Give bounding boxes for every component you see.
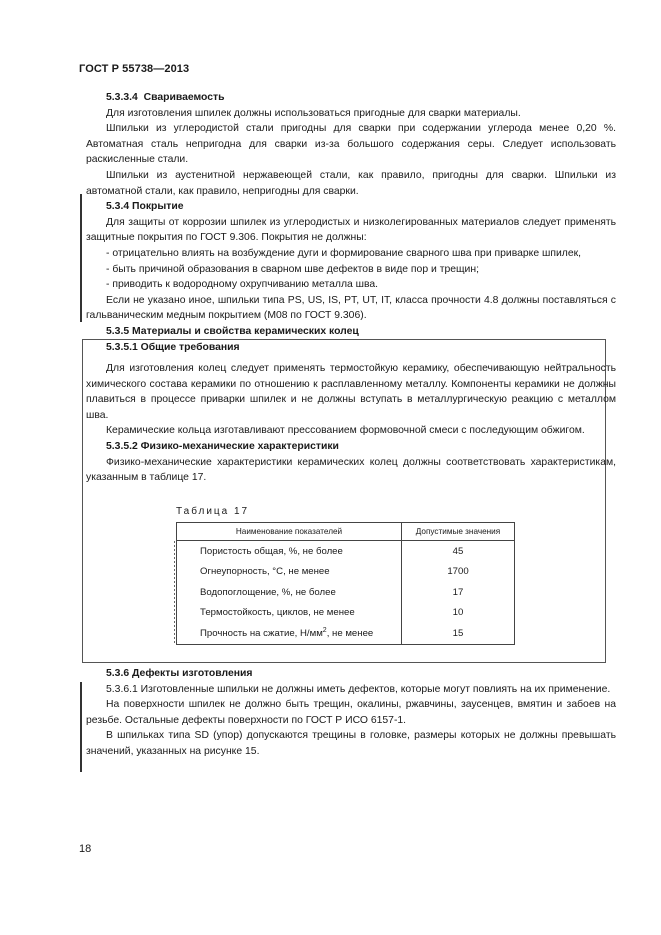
- text-block-top: [86, 90, 616, 355]
- section-heading-5334: 5.3.3.4 Свариваемость: [106, 92, 225, 103]
- section-heading-5352: 5.3.5.2 Физико-механические характеристики: [106, 440, 339, 452]
- paragraph: В шпильках типа SD (упор) допускаются трещины в головке, размеры которых не должны превышать значений, указанных на рисунке 15.: [86, 730, 616, 757]
- table-cell-value: 1700: [402, 562, 515, 583]
- paragraph: Для изготовления колец следует применять термостойкую керамику, обеспечивающую нейтральность химического состава керамики по отношению к расплавленному металлу. Компоненты керамики не должны плавиться в процессе приварки шпилек и не должны вступать в металлургическую реакцию с металлом шва.: [86, 363, 616, 421]
- paragraph: Шпильки из углеродистой стали пригодны для сварки при содержании углерода менее 0,20 %. Автоматная сталь непригодна для сварки из-за большого содержания серы. Следует использовать раскисленные стали.: [86, 123, 616, 166]
- table-cell-name: Водопоглощение, %, не более: [177, 582, 402, 603]
- table-cell-value: 15: [402, 623, 515, 644]
- paragraph: Шпильки из аустенитной нержавеющей стали, как правило, пригодны для сварки. Шпильки из автоматной стали, как правило, непригодны для сварки.: [86, 169, 616, 197]
- table-row: [177, 562, 515, 583]
- paragraph: На поверхности шпилек не должно быть трещин, окалины, ржавчины, заусенцев, вмятин и забоев на резьбе. Остальные дефекты поверхности по ГОСТ Р ИСО 6157-1.: [86, 699, 616, 726]
- table-cell-name: Термостойкость, циклов, не менее: [177, 603, 402, 624]
- paragraph: Для изготовления шпилек должны использоваться пригодные для сварки материалы.: [106, 107, 521, 119]
- text-block-bottom: [86, 666, 616, 760]
- table-header-row: [177, 523, 515, 541]
- paragraph: Физико-механические характеристики керамических колец должны соответствовать характеристикам, указанным в таблице 17.: [86, 456, 616, 484]
- page-number: 18: [79, 843, 92, 855]
- paragraph: Для защиты от коррозии шпилек из углеродистых и низколегированных материалов следует применять защитные покрытия по ГОСТ 9.306. Покрытия не должны:: [86, 216, 616, 244]
- text-block-framed: [86, 361, 616, 486]
- paragraph: Если не указано иное, шпильки типа PS, US, IS, PT, UT, IT, класса прочности 4.8 должны поставляться с гальваническим медным покрытием (М08 по ГОСТ 9.306).: [86, 294, 616, 322]
- section-heading-5351: 5.3.5.1 Общие требования: [106, 341, 240, 353]
- section-heading-534: 5.3.4 Покрытие: [106, 201, 184, 213]
- table-cell-name: Огнеупорность, °С, не менее: [177, 562, 402, 583]
- table-cell-value: 45: [402, 541, 515, 562]
- section-heading-536: 5.3.6 Дефекты изготовления: [106, 668, 253, 679]
- list-item: - быть причиной образования в сварном шве дефектов в виде пор и трещин;: [106, 263, 479, 275]
- table-cell-name: Прочность на сжатие, $Н/мм^2$, не менее: [177, 623, 402, 644]
- paragraph: 5.3.6.1 Изготовленные шпильки не должны иметь дефектов, которые могут повлиять на их применение.: [106, 683, 611, 695]
- change-bar: [80, 194, 82, 322]
- table-row: [177, 623, 515, 644]
- column-header: Наименование показателей: [177, 523, 402, 541]
- table-row: [177, 541, 515, 562]
- document-header: ГОСТ Р 55738—2013: [79, 63, 190, 75]
- table-row: [177, 603, 515, 624]
- column-header: Допустимые значения: [402, 523, 515, 541]
- table-cell-value: 17: [402, 582, 515, 603]
- table-caption: Таблица 17: [176, 506, 250, 517]
- list-item: - отрицательно влиять на возбуждение дуги и формирование сварного шва при приварке шпилек,: [106, 247, 582, 259]
- section-heading-535: 5.3.5 Материалы и свойства керамических колец: [106, 325, 359, 337]
- table-17: [176, 522, 515, 645]
- table-cell-value: 10: [402, 603, 515, 624]
- list-item: - приводить к водородному охрупчиванию металла шва.: [106, 279, 379, 291]
- paragraph: Керамические кольца изготавливают прессованием формовочной смеси с последующим обжигом.: [106, 425, 585, 437]
- table-cell-name: Пористость общая, %, не более: [177, 541, 402, 562]
- change-bar: [80, 682, 82, 772]
- table-row: [177, 582, 515, 603]
